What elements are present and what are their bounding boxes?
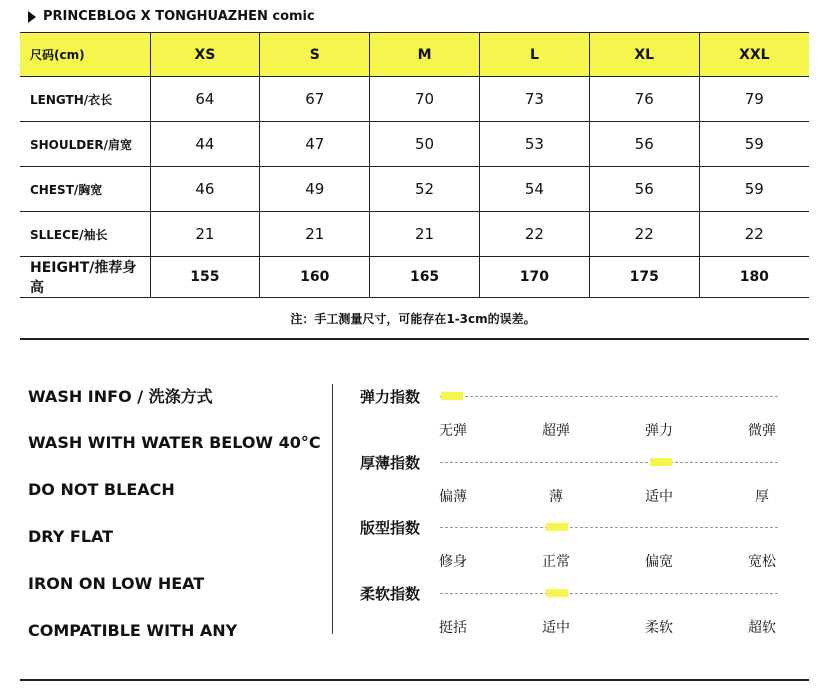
table-row bbox=[20, 257, 809, 298]
index-option: 薄 bbox=[549, 489, 563, 505]
row-label: CHEST/胸宽 bbox=[20, 167, 150, 212]
size-xxl: XXL bbox=[699, 33, 809, 77]
size-xs: XS bbox=[150, 33, 260, 77]
brand-title-text: PRINCEBLOG X TONGHUAZHEN comic bbox=[43, 9, 315, 24]
wash-item: COMPATIBLE WITH ANY bbox=[28, 621, 238, 640]
size-xl: XL bbox=[589, 33, 699, 77]
index-option: 修身 bbox=[439, 554, 467, 570]
index-title: 版型指数 bbox=[360, 519, 421, 537]
brand-title bbox=[28, 9, 315, 24]
index-option: 适中 bbox=[542, 620, 570, 636]
table-row bbox=[20, 122, 809, 167]
size-table bbox=[20, 32, 809, 298]
wash-item: DO NOT BLEACH bbox=[28, 480, 175, 499]
cell: 64 bbox=[150, 77, 260, 122]
cell: 56 bbox=[589, 167, 699, 212]
measurement-note: 注：手工测量尺寸，可能存在1-3cm的误差。 bbox=[290, 312, 536, 326]
cell: 21 bbox=[370, 212, 480, 257]
index-marker bbox=[546, 589, 568, 597]
cell: 44 bbox=[150, 122, 260, 167]
triangle-bullet-icon bbox=[28, 11, 36, 23]
cell: 56 bbox=[589, 122, 699, 167]
wash-item: DRY FLAT bbox=[28, 527, 114, 546]
wash-info-heading: WASH INFO / 洗涤方式 bbox=[28, 387, 213, 406]
cell: 170 bbox=[479, 257, 589, 298]
index-option: 挺括 bbox=[439, 620, 467, 636]
index-track bbox=[440, 396, 778, 397]
cell: 22 bbox=[479, 212, 589, 257]
size-header-row bbox=[20, 33, 809, 77]
size-s: S bbox=[260, 33, 370, 77]
cell: 52 bbox=[370, 167, 480, 212]
table-row bbox=[20, 77, 809, 122]
index-option: 微弹 bbox=[748, 423, 776, 439]
cell: 22 bbox=[589, 212, 699, 257]
index-title: 厚薄指数 bbox=[360, 454, 421, 472]
row-label: LENGTH/衣长 bbox=[20, 77, 150, 122]
cell: 49 bbox=[260, 167, 370, 212]
index-marker bbox=[441, 392, 463, 400]
cell: 180 bbox=[699, 257, 809, 298]
index-option: 柔软 bbox=[645, 620, 673, 636]
row-label: SHOULDER/肩宽 bbox=[20, 122, 150, 167]
cell: 21 bbox=[150, 212, 260, 257]
index-option: 超软 bbox=[748, 620, 776, 636]
divider-top bbox=[20, 338, 809, 340]
size-l: L bbox=[479, 33, 589, 77]
row-label: HEIGHT/推荐身高 bbox=[20, 257, 150, 298]
index-option: 超弹 bbox=[542, 423, 570, 439]
cell: 59 bbox=[699, 167, 809, 212]
cell: 165 bbox=[370, 257, 480, 298]
row-label: SLLECE/袖长 bbox=[20, 212, 150, 257]
wash-item: IRON ON LOW HEAT bbox=[28, 574, 205, 593]
size-header-label: 尺码(cm) bbox=[20, 33, 150, 77]
cell: 160 bbox=[260, 257, 370, 298]
size-m: M bbox=[370, 33, 480, 77]
cell: 50 bbox=[370, 122, 480, 167]
cell: 70 bbox=[370, 77, 480, 122]
index-option: 偏薄 bbox=[439, 489, 467, 505]
cell: 54 bbox=[479, 167, 589, 212]
index-option: 厚 bbox=[755, 489, 769, 505]
index-option: 弹力 bbox=[645, 423, 673, 439]
wash-item: WASH WITH WATER BELOW 40°C bbox=[28, 433, 321, 452]
index-option: 正常 bbox=[542, 554, 570, 570]
vertical-divider bbox=[332, 384, 333, 634]
cell: 67 bbox=[260, 77, 370, 122]
cell: 46 bbox=[150, 167, 260, 212]
cell: 76 bbox=[589, 77, 699, 122]
cell: 47 bbox=[260, 122, 370, 167]
cell: 21 bbox=[260, 212, 370, 257]
index-option: 偏宽 bbox=[645, 554, 673, 570]
cell: 53 bbox=[479, 122, 589, 167]
index-option: 无弹 bbox=[439, 423, 467, 439]
index-marker bbox=[650, 458, 672, 466]
index-title: 柔软指数 bbox=[360, 585, 421, 603]
index-track bbox=[440, 527, 778, 528]
cell: 22 bbox=[699, 212, 809, 257]
cell: 59 bbox=[699, 122, 809, 167]
index-option: 适中 bbox=[645, 489, 673, 505]
table-row bbox=[20, 167, 809, 212]
index-title: 弹力指数 bbox=[360, 388, 421, 406]
cell: 175 bbox=[589, 257, 699, 298]
index-track bbox=[440, 462, 778, 463]
cell: 79 bbox=[699, 77, 809, 122]
cell: 73 bbox=[479, 77, 589, 122]
cell: 155 bbox=[150, 257, 260, 298]
index-option: 宽松 bbox=[748, 554, 776, 570]
divider-bottom bbox=[20, 679, 809, 681]
index-track bbox=[440, 593, 778, 594]
table-row bbox=[20, 212, 809, 257]
index-marker bbox=[546, 523, 568, 531]
